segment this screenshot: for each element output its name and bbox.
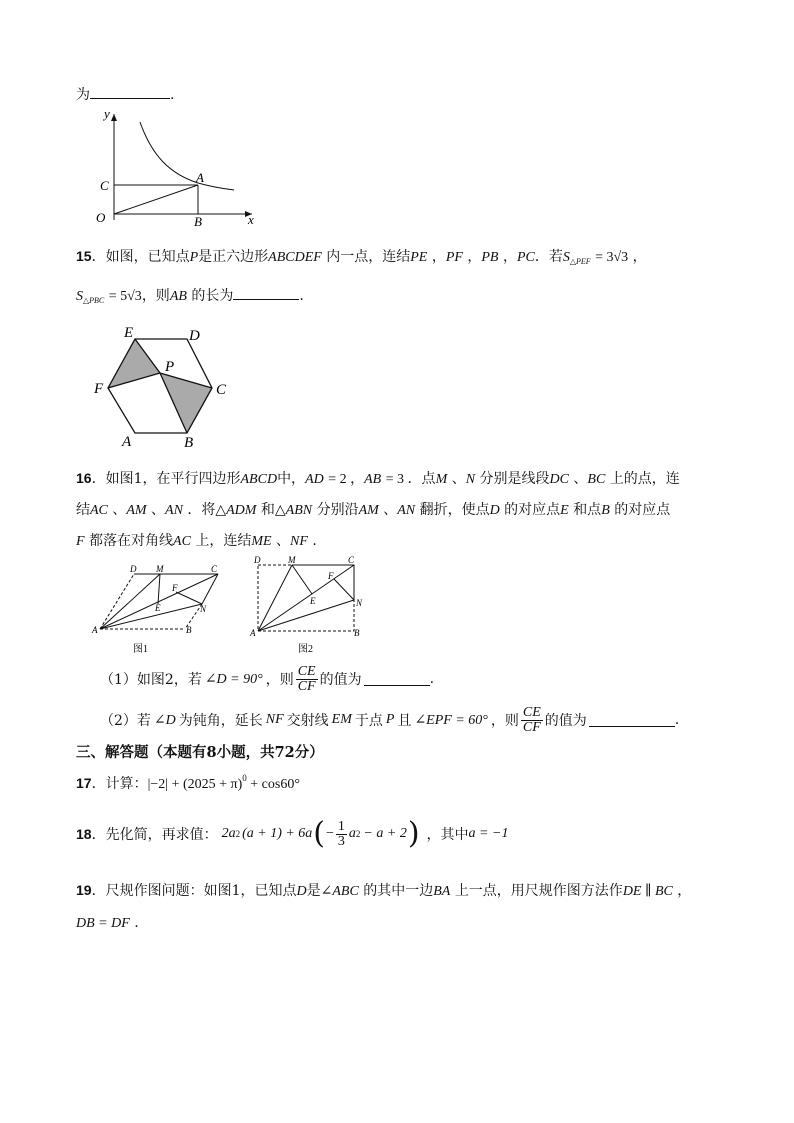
q15-text: 内一点，连结: [326, 249, 411, 265]
q15-seg-pb: PB: [481, 250, 499, 265]
fig15-label-a: A: [122, 434, 132, 450]
q15-area-sub1: △PEF: [569, 257, 591, 266]
fig16-2-label-f: F: [328, 571, 334, 581]
q14-answer-line: [76, 84, 174, 104]
q15-line2: [76, 285, 304, 305]
q16-sub2-frac-num: CE: [522, 704, 541, 720]
q15-area-value2: = 5√3: [108, 289, 142, 304]
fig16-2-label-d: D: [254, 555, 261, 565]
q19-side-ba: BA: [433, 884, 451, 899]
fig16-1-parallelogram: [90, 562, 230, 658]
q15-text: 是正六边形: [198, 249, 269, 265]
q16-math: AB: [364, 472, 382, 487]
q19-parallel: DE ∥ BC: [622, 884, 673, 899]
q16-math: ABCD: [240, 472, 278, 487]
q19-line1: [76, 880, 691, 900]
fig16-2-label-n: N: [356, 598, 363, 608]
q19-number: 19: [76, 882, 92, 898]
q15-seg-pc: PC: [516, 250, 535, 265]
q17-cos: + cos60°: [246, 777, 300, 792]
q16-math: DC: [549, 472, 569, 487]
q16-text: 、: [573, 471, 588, 487]
fig14-curve: [140, 122, 234, 190]
q15-sep: ，: [431, 249, 446, 265]
q16-text: 的对应点: [614, 502, 671, 518]
fig14-label-y: y: [104, 108, 110, 121]
q15-area-s: S: [76, 289, 83, 304]
fig15-label-e: E: [124, 325, 134, 341]
fig15-label-c: C: [216, 382, 227, 398]
q16-sub2-text: （2）若: [100, 713, 151, 729]
q16-sub2-text: 于点: [354, 713, 383, 729]
q16-sub2-blank: [589, 714, 675, 727]
q15-point-p: P: [189, 250, 199, 265]
q16-sub2-p: P: [385, 712, 395, 727]
q19-line2: [76, 915, 139, 932]
q16-sub2-text: ，则: [490, 713, 519, 729]
q19-end: .: [134, 915, 139, 931]
section-heading: 三、解答题（本题有8小题，共72分）: [76, 744, 324, 761]
q15-number: 15: [76, 248, 92, 264]
q18-frac-num: 1: [337, 818, 345, 834]
q16-sub2-text: 且: [397, 713, 412, 729]
q16-sub1-text: （1）如图2，若: [100, 672, 202, 688]
q16-text: 、: [276, 533, 291, 549]
q18-term-sup: 2: [235, 829, 241, 839]
q16-math: AN: [397, 503, 416, 518]
q16-text: 的对应点: [504, 502, 561, 518]
fig14-label-x: x: [248, 212, 254, 227]
q18-minus: −: [326, 826, 334, 841]
q18-text: ，其中: [426, 827, 469, 843]
q16-math: AN: [165, 503, 183, 518]
fig15-label-p: P: [165, 359, 175, 375]
q17: [76, 773, 300, 793]
fig16-1-label-a: A: [92, 625, 98, 635]
q16-math: AC: [173, 534, 191, 549]
q18-term-sup: 2: [355, 829, 361, 839]
q16-sub2-fraction: [521, 706, 543, 735]
fig16-1-label-b: B: [186, 625, 192, 635]
q16-sub2-angle2: ∠EPF = 60°: [414, 712, 488, 728]
q16-sub1-frac-den: CF: [297, 678, 316, 694]
q15-seg-pf: PF: [445, 250, 463, 265]
fig16-1-label-c: C: [211, 564, 218, 574]
fig15-label-d: D: [189, 328, 200, 344]
q16-text: 、: [383, 502, 398, 518]
q16-text: ．如图1，在平行四边形: [91, 471, 241, 487]
q18-term: 2a: [221, 826, 236, 841]
fig16-1-label-d: D: [130, 564, 137, 574]
q19-angle: ∠ABC: [320, 884, 359, 899]
q16-text: .: [312, 533, 317, 549]
fig14-label-c: C: [100, 178, 109, 193]
q19-equal: DB = DF: [76, 916, 130, 931]
fig16-1-label-f: F: [172, 583, 178, 593]
q18-term: (a + 1) + 6a: [242, 826, 313, 841]
q16-text: 上，连结: [195, 533, 252, 549]
fig16-1-label-m: M: [156, 564, 164, 574]
q16-text: 、: [451, 471, 466, 487]
q16-math: M: [435, 472, 448, 487]
q16-text: 和点: [573, 502, 602, 518]
q16-sub2-angle: ∠D: [153, 712, 176, 728]
q19-text: 的其中一边: [363, 883, 434, 899]
q15-text: ．如图，已知点: [91, 249, 190, 265]
q14-prefix: 为: [76, 87, 90, 103]
q16-text: 、: [151, 502, 166, 518]
fig14-label-o: O: [96, 210, 106, 225]
q15-hexagon-name: ABCDEF: [268, 250, 322, 265]
q15-seg-pe: PE: [410, 250, 428, 265]
q18-condition: a = −1: [468, 826, 509, 841]
q16-math: AM: [126, 503, 147, 518]
q16-text: 结: [76, 502, 90, 518]
q16-sub2-nf: NF: [265, 712, 284, 727]
q16-math: BC: [587, 472, 606, 487]
fig16-1-label-n: N: [200, 604, 207, 614]
fig16-2-label-m: M: [288, 555, 296, 565]
q16-sub1-text: 的值为: [319, 672, 362, 688]
q19-text: ，: [677, 883, 692, 899]
q17-number: 17: [76, 775, 92, 791]
q16-sub2-frac-den: CF: [522, 719, 541, 735]
fig16-2-label-e: E: [310, 596, 316, 606]
q16-text: = 3 ．点: [385, 472, 436, 487]
fig16-2-label-a: A: [250, 628, 256, 638]
q16-sub1-fraction: [296, 665, 318, 694]
q16-math: ME: [251, 534, 272, 549]
q15-sep: ，: [502, 249, 517, 265]
q16-text: 和: [260, 502, 275, 518]
q16-sub1-angle: ∠D = 90°: [204, 671, 263, 687]
q16-math: E: [560, 503, 569, 518]
q16-line1: [76, 468, 680, 488]
q16-sub2-end: .: [674, 712, 680, 728]
q19-point-d: D: [296, 884, 307, 899]
q18-fraction: [336, 820, 347, 849]
q16-line2: [76, 499, 670, 519]
q18-right-paren: ): [407, 816, 420, 851]
q16-sub1-blank: [364, 673, 430, 686]
q19-text: 上一点，用尺规作图方法作: [454, 883, 623, 899]
q16-text: = 2 ，: [328, 472, 365, 487]
q16-sub1-end: .: [429, 671, 435, 687]
q16-math: F: [76, 534, 85, 549]
q15-text: 的长为: [191, 288, 234, 304]
q16-math: D: [489, 503, 500, 518]
q16-math: △ADM: [215, 503, 257, 518]
q19-text: ．尺规作图问题：如图1，已知点: [91, 883, 297, 899]
q16-math: NF: [290, 534, 308, 549]
q15-text: ，则: [141, 288, 170, 304]
q18-text: ．先化简，再求值：: [91, 827, 218, 843]
q18-frac-den: 3: [337, 833, 345, 849]
fig16-2-label-c: C: [348, 555, 355, 565]
q15-area-s: S: [562, 250, 570, 265]
q17-text: ．计算：: [91, 776, 148, 792]
q14-blank: [90, 86, 170, 99]
q16-text: 中，: [277, 471, 306, 487]
q18-term: a: [348, 826, 356, 841]
q15-area-sub2: △PBC: [83, 296, 105, 305]
q16-text: 翻折，使点: [419, 502, 490, 518]
q16-math: N: [465, 472, 476, 487]
q16-math: AM: [358, 503, 379, 518]
q16-math: △ABN: [274, 503, 313, 518]
q16-sub2-text: 交射线: [286, 713, 329, 729]
q18-left-paren: (: [313, 816, 326, 851]
q16-sub2-text: 的值为: [544, 713, 587, 729]
q16-text: 、: [112, 502, 127, 518]
q15-text: ．若: [534, 249, 563, 265]
q15-blank: [233, 287, 299, 300]
q18-number: 18: [76, 826, 92, 842]
q16-sub2: [100, 703, 679, 737]
fig15-label-f: F: [94, 381, 104, 397]
q16-sub2-em: EM: [331, 712, 352, 727]
fig14-label-a: A: [196, 170, 204, 185]
q16-line3: [76, 530, 317, 550]
q15-end: .: [299, 288, 304, 304]
q16-math: B: [601, 503, 610, 518]
fig15-hexagon: [86, 322, 236, 450]
fig14-graph: [92, 108, 262, 228]
q16-text: 分别是线段: [479, 471, 550, 487]
fig16-1-label-e: E: [155, 603, 161, 613]
q16-sub1-frac-num: CE: [297, 663, 316, 679]
q19-text: 是: [306, 883, 321, 899]
q15-line1: 15．如图，已知点P是正六边形ABCDEF 内一点，连结PE ，PF ，PB ，PC．若$S_{\triangle PEF} = 3√3$ ，: [76, 248, 647, 266]
fig16-2-caption: 图2: [298, 644, 313, 655]
fig14-label-b: B: [194, 214, 202, 228]
q16-number: 16: [76, 470, 92, 486]
q16-sub1: [100, 662, 434, 696]
q16-sub1-text: ，则: [265, 672, 294, 688]
q16-sub2-text: 为钝角，延长: [178, 713, 263, 729]
q17-expression: |−2| + (2025 + π): [147, 777, 243, 792]
fig16-2-label-b: B: [354, 628, 360, 638]
q18: [76, 814, 508, 854]
fig16-2-rectangle: [248, 552, 376, 660]
q16-math: AC: [90, 503, 108, 518]
q17-exponent: 0: [242, 773, 247, 783]
q14-suffix: .: [170, 87, 175, 103]
fig16-1-caption: 图1: [133, 644, 148, 655]
q16-math: AD: [305, 472, 324, 487]
q16-text: 上的点，连: [609, 471, 680, 487]
q15-area-value1: = 3√3: [595, 250, 629, 265]
q18-term: − a + 2: [363, 826, 407, 841]
q16-text: 都落在对角线: [89, 533, 174, 549]
q16-text: 分别沿: [316, 502, 359, 518]
q15-sep: ，: [467, 249, 482, 265]
fig15-label-b: B: [184, 435, 194, 450]
q16-text: ．将: [187, 502, 216, 518]
q15-seg-ab: AB: [169, 289, 187, 304]
